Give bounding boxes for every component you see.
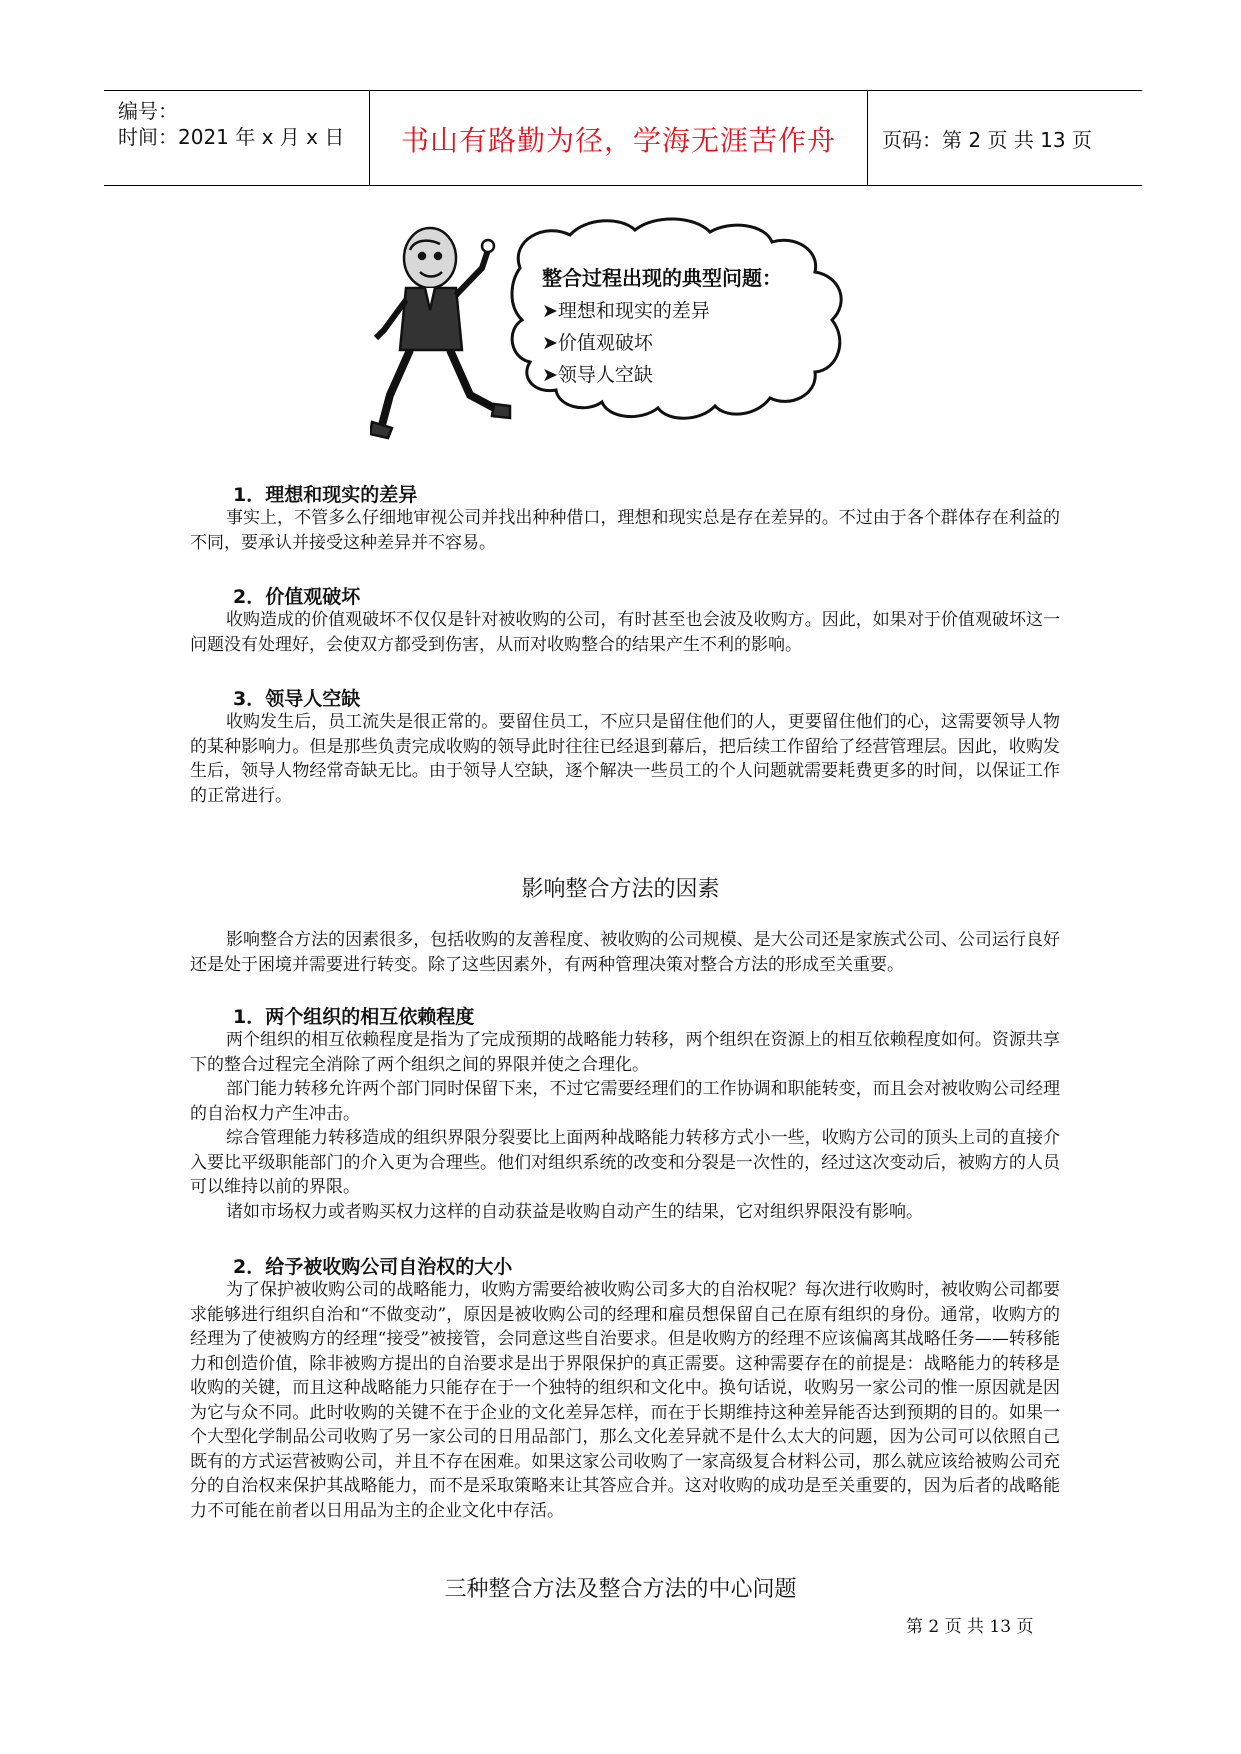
section-body [190, 710, 1060, 808]
intro-paragraph [190, 928, 1060, 977]
section-body [190, 506, 1060, 555]
section-body [190, 1028, 1060, 1224]
header-page-label: 页码：第 2 页 共 13 页 [882, 128, 1092, 152]
paragraph: 收购发生后，员工流失是很正常的。要留住员工，不应只是留住他们的人，更要留住他们的心，这需要领导人物的某种影响力。但是那些负责完成收购的领导此时往往已经退到幕后，把后续工作留给了经营管理层。因此，收购发生后，领导人物经常奇缺无比。由于领导人空缺，逐个解决一些员工的个人问题就需要耗费更多的时间，以保证工作的正常进行。 [190, 712, 1060, 806]
paragraph: 收购造成的价值观破坏不仅仅是针对被收购的公司，有时甚至也会波及收购方。因此，如果对于价值观破坏这一问题没有处理好，会使双方都受到伤害，从而对收购整合的结果产生不利的影响。 [190, 610, 1060, 655]
page-header [104, 90, 1142, 186]
header-left-cell [104, 91, 369, 185]
chapter-heading: 影响整合方法的因素 [521, 877, 720, 902]
document-number-label: 编号： [118, 99, 178, 123]
cloud-title: 整合过程出现的典型问题： [542, 266, 782, 290]
paragraph: 为了保护被收购公司的战略能力，收购方需要给被收购公司多大的自治权呢？每次进行收购时，被收购公司都要求能够进行组织自治和“不做变动”，原因是被收购公司的经理和雇员想保留自己在原有组织的身份。通常，收购方的经理为了使被购方的经理“接受”被接管，会同意这些自治要求。但是收购方的经理不应该偏离其战略任务——转移能力和创造价值，除非被购方提出的自治要求是出于界限保护的真正需要。这种需要存在的前提是：战略能力的转移是收购的关键，而且这种战略能力只能存在于一个独特的组织和文化中。换句话说，收购另一家公司的惟一原因就是因为它与众不同。此时收购的关键不在于企业的文化差异怎样，而在于长期维持这种差异能否达到预期的目的。如果一个大型化学制品公司收购了另一家公司的日用品部门，那么文化差异就不是什么太大的问题，因为公司可以依照自己既有的方式运营被购公司，并且不存在困难。如果这家公司收购了一家高级复合材料公司，那么就应该给被购公司充分的自治权来保护其战略能力，而不是采取策略来让其答应合并。这对收购的成功是至关重要的，因为后者的战略能力不可能在前者以日用品为主的企业文化中存活。 [190, 1280, 1060, 1521]
header-motto: 书山有路勤为径，学海无涯苦作舟 [400, 124, 836, 157]
section-body [190, 608, 1060, 657]
page-footer: 第 2 页 共 13 页 [906, 1617, 1034, 1637]
chapter-heading: 三种整合方法及整合方法的中心问题 [444, 1577, 797, 1602]
section-heading: 1．理想和现实的差异 [233, 484, 418, 506]
paragraph: 部门能力转移允许两个部门同时保留下来，不过它需要经理们的工作协调和职能转变，而且会对被收购公司经理的自治权力产生冲击。 [190, 1079, 1060, 1124]
paragraph: 事实上，不管多么仔细地审视公司并找出种种借口，理想和现实总是存在差异的。不过由于各个群体存在利益的不同，要承认并接受这种差异并不容易。 [190, 508, 1060, 553]
section-heading: 3．领导人空缺 [233, 688, 361, 710]
illustration [370, 210, 910, 466]
section-heading: 2．价值观破坏 [233, 586, 361, 608]
cloud-item: ➤价值观破坏 [542, 332, 653, 354]
cloud-item: ➤领导人空缺 [542, 364, 653, 386]
section-body [190, 1278, 1060, 1523]
header-motto-cell [369, 91, 868, 185]
paragraph: 影响整合方法的因素很多，包括收购的友善程度、被收购的公司规模、是大公司还是家族式公司、公司运行良好还是处于困境并需要进行转变。除了这些因素外，有两种管理决策对整合方法的形成至关重要。 [190, 930, 1060, 975]
paragraph: 综合管理能力转移造成的组织界限分裂要比上面两种战略能力转移方式小一些，收购方公司的顶头上司的直接介入要比平级职能部门的介入更为合理些。他们对组织系统的改变和分裂是一次性的，经过这次变动后，被购方的人员可以维持以前的界限。 [190, 1128, 1060, 1197]
cartoon-man [370, 228, 510, 438]
paragraph: 诸如市场权力或者购买权力这样的自动获益是收购自动产生的结果，它对组织界限没有影响。 [226, 1201, 923, 1222]
paragraph: 两个组织的相互依赖程度是指为了完成预期的战略能力转移，两个组织在资源上的相互依赖程度如何。资源共享下的整合过程完全消除了两个组织之间的界限并使之合理化。 [190, 1030, 1060, 1075]
section-heading: 2．给予被收购公司自治权的大小 [233, 1256, 513, 1278]
header-page-cell [868, 91, 1142, 185]
cloud-item: ➤理想和现实的差异 [542, 300, 710, 322]
document-time-label: 时间：2021 年 x 月 x 日 [118, 125, 345, 149]
section-heading: 1．两个组织的相互依赖程度 [233, 1006, 475, 1028]
